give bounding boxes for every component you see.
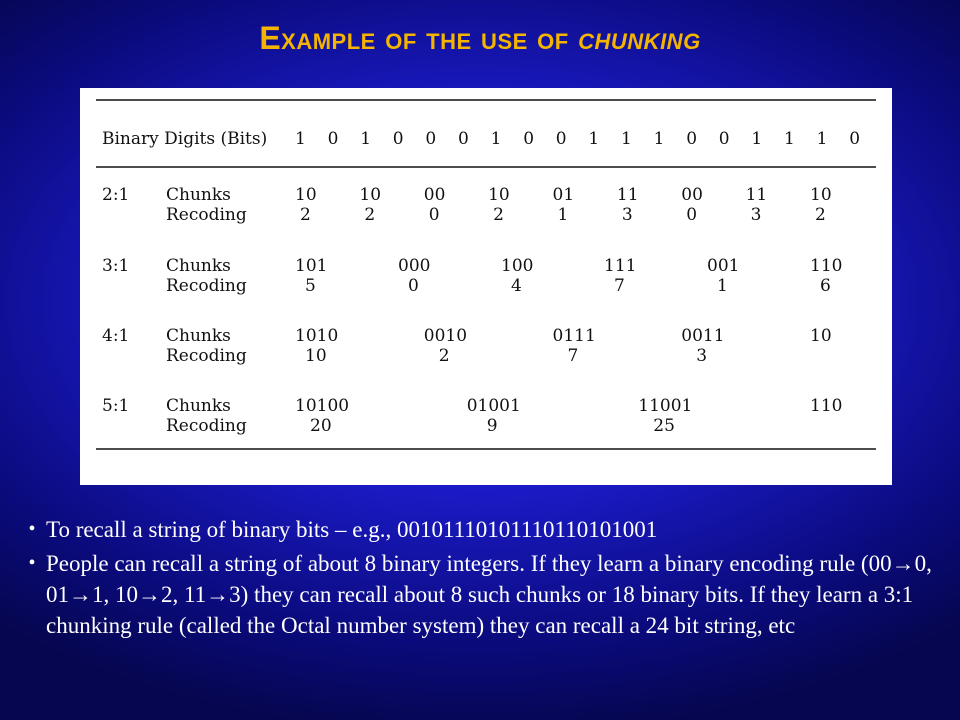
chunk-cell: 10 — [810, 326, 832, 346]
chunk-cell: 100 — [501, 256, 534, 276]
recoding-cell: 9 — [486, 416, 498, 436]
bit-cell: 0 — [523, 129, 535, 149]
recoding-cell: 2 — [493, 205, 504, 225]
recoding-cell: 7 — [614, 276, 625, 296]
ratio-label: 4:1 — [102, 326, 130, 346]
ratio-label: 5:1 — [102, 396, 130, 416]
chunk-cell: 10 — [488, 185, 510, 205]
chunk-cell: 111 — [604, 256, 637, 276]
bits-row — [295, 129, 860, 149]
bullet-item — [18, 514, 938, 545]
bit-cell: 0 — [392, 129, 404, 149]
chunk-cell: 11 — [616, 185, 639, 205]
chunks-label: Chunks — [166, 185, 231, 205]
bit-cell: 0 — [686, 129, 698, 149]
bit-cell: 1 — [816, 129, 828, 149]
bullet-text: People can recall a string of about 8 binary integers. If they learn a binary encoding rule (00→0, 01→1, 10→2, 11→3) they can recall about 8 such chunks or 18 binary bits. If they learn a 3:1 chunking rule (called the Octal number system) they can recall a 24 bit string, etc — [46, 551, 932, 638]
recoding-label: Recoding — [166, 346, 247, 366]
chunk-cell: 0011 — [681, 326, 725, 346]
recoding-cell: 20 — [310, 416, 332, 436]
recoding-cell: 2 — [300, 205, 311, 225]
bit-cell: 1 — [621, 129, 632, 149]
recoding-cell: 2 — [364, 205, 376, 225]
bullet-list — [18, 514, 938, 644]
bit-cell: 0 — [849, 129, 861, 149]
chunk-cell: 0010 — [423, 326, 468, 346]
chunk-section — [102, 326, 832, 366]
recoding-label: Recoding — [166, 416, 247, 436]
chunk-cell: 10100 — [295, 396, 350, 416]
chunk-cell: 110 — [810, 256, 843, 276]
recoding-cell: 0 — [686, 205, 698, 225]
bit-cell: 0 — [458, 129, 469, 149]
recoding-cell: 1 — [717, 276, 728, 296]
recoding-cell: 3 — [621, 205, 633, 225]
chunks-label: Chunks — [166, 256, 231, 276]
chunks-label: Chunks — [166, 396, 231, 416]
recoding-label: Recoding — [166, 276, 247, 296]
recoding-cell: 0 — [428, 205, 440, 225]
recoding-label: Recoding — [166, 205, 247, 225]
bit-cell: 1 — [751, 129, 763, 149]
chunk-cell: 01001 — [466, 396, 521, 416]
bit-cell: 1 — [784, 129, 795, 149]
chunk-cell: 10 — [810, 185, 832, 205]
slide-title-emphasis: chunking — [578, 20, 701, 56]
recoding-cell: 2 — [438, 346, 450, 366]
chunk-cell: 110 — [810, 396, 843, 416]
chunk-cell: 10 — [359, 185, 382, 205]
bit-cell: 1 — [588, 129, 600, 149]
bit-cell: 1 — [490, 129, 502, 149]
chunk-cell: 11001 — [638, 396, 693, 416]
recoding-cell: 10 — [305, 346, 327, 366]
recoding-cell: 1 — [557, 205, 569, 225]
recoding-cell: 3 — [750, 205, 762, 225]
bullet-dot-icon: • — [28, 552, 36, 574]
ratio-label: 3:1 — [102, 256, 130, 276]
recoding-cell: 7 — [567, 346, 579, 366]
chunking-table — [80, 88, 892, 485]
recoding-cell: 6 — [820, 276, 831, 296]
recoding-cell: 0 — [408, 276, 419, 296]
chunk-cell: 00 — [423, 185, 446, 205]
recoding-cell: 2 — [815, 205, 826, 225]
chunk-cell: 101 — [295, 256, 328, 276]
chunk-section — [102, 185, 832, 225]
chunk-cell: 000 — [398, 256, 431, 276]
bullet-text: To recall a string of binary bits – e.g., 001011101011101101010​01 — [46, 517, 658, 542]
bit-cell: 1 — [295, 129, 306, 149]
bit-cell: 1 — [360, 129, 372, 149]
chunk-cell: 10 — [295, 185, 317, 205]
chunk-section — [102, 396, 842, 436]
bullet-dot-icon: • — [28, 518, 36, 540]
chunk-cell: 01 — [552, 185, 575, 205]
recoding-cell: 3 — [696, 346, 708, 366]
bit-cell: 0 — [425, 129, 437, 149]
slide-title — [0, 20, 960, 57]
slide-title-main: Example of the use of — [259, 20, 569, 56]
chunk-cell: 0111 — [552, 326, 596, 346]
chunking-table-figure — [80, 88, 892, 485]
chunk-cell: 00 — [681, 185, 703, 205]
recoding-cell: 25 — [653, 416, 675, 436]
recoding-cell: 5 — [305, 276, 316, 296]
bullet-item — [18, 548, 938, 641]
bit-cell: 0 — [555, 129, 567, 149]
header-label: Binary Digits (Bits) — [102, 129, 268, 149]
recoding-cell: 4 — [511, 276, 522, 296]
chunk-cell: 11 — [745, 185, 768, 205]
chunk-cell: 001 — [707, 256, 740, 276]
chunk-section — [102, 256, 842, 296]
ratio-label: 2:1 — [102, 185, 130, 205]
chunks-label: Chunks — [166, 326, 231, 346]
chunk-sections — [102, 185, 842, 436]
chunk-cell: 1010 — [295, 326, 339, 346]
bit-cell: 1 — [653, 129, 665, 149]
bit-cell: 0 — [718, 129, 730, 149]
bit-cell: 0 — [327, 129, 339, 149]
